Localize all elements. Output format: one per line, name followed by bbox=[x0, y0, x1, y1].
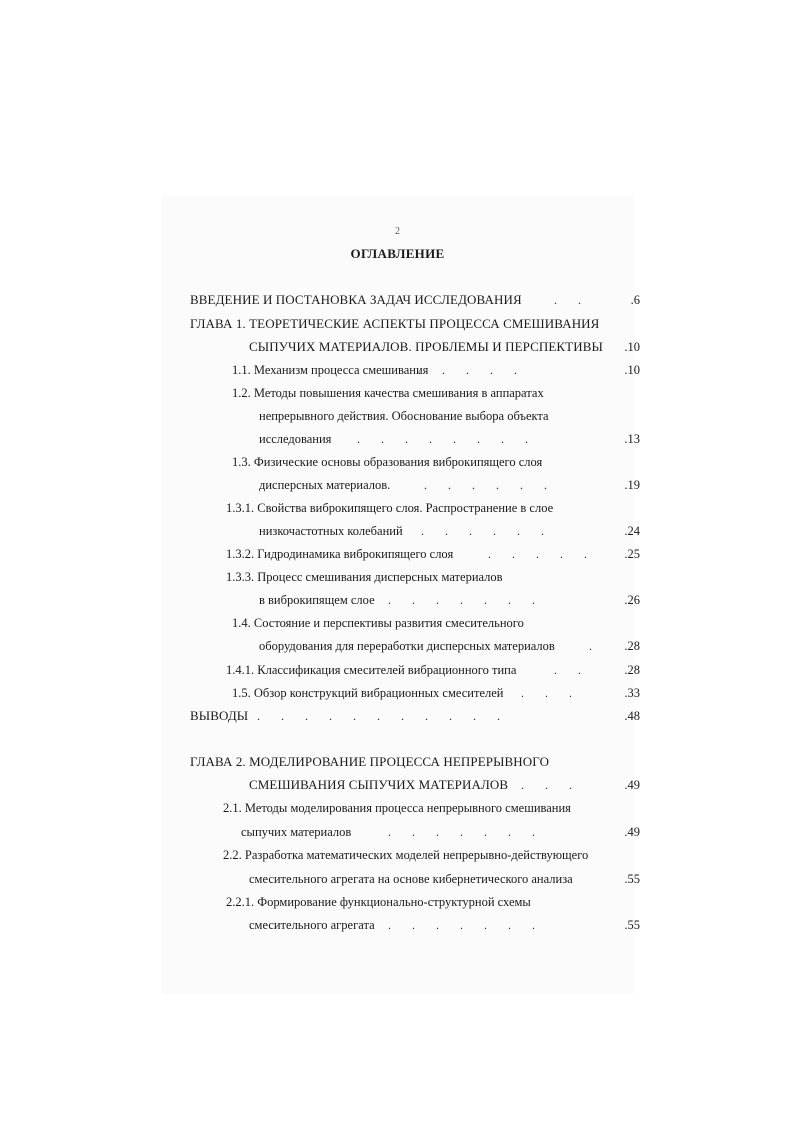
toc-entry-text: 1.3.1. Свойства виброкипящего слоя. Распространение в слое bbox=[226, 501, 554, 515]
toc-entry-text: ВВЕДЕНИЕ И ПОСТАНОВКА ЗАДАЧ ИССЛЕДОВАНИЯ bbox=[190, 292, 522, 307]
toc-entry-leader: . . . . . bbox=[488, 547, 587, 561]
toc-entry-text: ГЛАВА 1. ТЕОРЕТИЧЕСКИЕ АСПЕКТЫ ПРОЦЕССА СМЕШИВАНИЯ bbox=[190, 316, 600, 331]
toc-entry-page: .28 bbox=[624, 639, 640, 653]
toc-entry-page: .33 bbox=[624, 686, 640, 700]
toc-entry-text: ГЛАВА 2. МОДЕЛИРОВАНИЕ ПРОЦЕССА НЕПРЕРЫВНОГО bbox=[190, 754, 550, 769]
toc-entry-text: 1.2. Методы повышения качества смешивания в аппаратах bbox=[232, 386, 544, 400]
toc-entry-leader: . . . . . . . . . . . bbox=[257, 709, 500, 723]
toc-entry-page: .49 bbox=[624, 778, 640, 792]
toc-entry-text: 1.1. Механизм процесса смешивания bbox=[232, 363, 429, 377]
toc-entry-text: оборудования для переработки дисперсных материалов bbox=[259, 639, 555, 653]
toc-entry-leader: . . . . . . . . bbox=[357, 432, 528, 446]
toc-entry-text: 1.3. Физические основы образования виброкипящего слоя bbox=[232, 455, 543, 469]
toc-entry-page: .55 bbox=[624, 918, 640, 932]
toc-entry-text: 1.3.2. Гидродинамика виброкипящего слоя bbox=[226, 547, 454, 561]
toc-entry-page: .25 bbox=[624, 547, 640, 561]
toc-entry-leader: . . . . . . . bbox=[388, 825, 535, 839]
page-title: ОГЛАВЛЕНИЕ bbox=[350, 246, 445, 261]
toc-entry-page: .10 bbox=[624, 363, 640, 377]
toc-entry-text: смесительного агрегата на основе кибернетического анализа bbox=[249, 872, 573, 886]
toc-entry-text: 2.2. Разработка математических моделей непрерывно-действующего bbox=[223, 848, 589, 862]
toc-entry-text: 1.4. Состояние и перспективы развития смесительного bbox=[232, 616, 524, 630]
toc-entry-text: низкочастотных колебаний bbox=[259, 524, 403, 538]
page-number: 2 bbox=[395, 226, 400, 237]
toc-entry-leader: . . . bbox=[521, 686, 572, 700]
toc-entry-leader: . . . . . . . bbox=[388, 593, 535, 607]
toc-entry-page: .26 bbox=[624, 593, 640, 607]
toc-entry-leader: . . . . . . . bbox=[388, 918, 535, 932]
toc-entry-text: дисперсных материалов. bbox=[259, 478, 391, 492]
toc-entry-text: непрерывного действия. Обоснование выбора объекта bbox=[259, 409, 549, 423]
toc-entry-page: .10 bbox=[624, 340, 640, 354]
toc-entry-text: в виброкипящем слое bbox=[259, 593, 375, 607]
toc-entry-text: СЫПУЧИХ МАТЕРИАЛОВ. ПРОБЛЕМЫ И ПЕРСПЕКТИВЫ bbox=[249, 339, 603, 354]
toc-entry-page: .49 bbox=[624, 825, 640, 839]
toc-entry-text: ВЫВОДЫ bbox=[190, 708, 249, 723]
toc-entry-page: .48 bbox=[624, 709, 640, 723]
toc-entry-text: СМЕШИВАНИЯ СЫПУЧИХ МАТЕРИАЛОВ bbox=[249, 777, 509, 792]
toc-entry-leader: . . . . . bbox=[418, 363, 517, 377]
toc-entry-text: 2.1. Методы моделирования процесса непрерывного смешивания bbox=[223, 801, 571, 815]
toc-entry-text: 1.4.1. Классификация смесителей вибрационного типа bbox=[226, 663, 517, 677]
toc-entry-page: .55 bbox=[624, 872, 640, 886]
toc-entry-page: .24 bbox=[624, 524, 640, 538]
toc-entry-page: .13 bbox=[624, 432, 640, 446]
toc-entry-page: .6 bbox=[630, 293, 640, 307]
toc-entry-text: смесительного агрегата bbox=[249, 918, 375, 932]
toc-entry-page: .28 bbox=[624, 663, 640, 677]
toc-entry-text: исследования bbox=[259, 432, 332, 446]
toc-entry-page: .19 bbox=[624, 478, 640, 492]
toc-entry-leader: . . bbox=[554, 663, 581, 677]
toc-entry-text: 1.5. Обзор конструкций вибрационных смесителей bbox=[232, 686, 504, 700]
toc-entry-text: 1.3.3. Процесс смешивания дисперсных материалов bbox=[226, 570, 503, 584]
toc-entry-leader: . . . . . . bbox=[421, 524, 544, 538]
toc-entry-leader: . . bbox=[554, 293, 581, 307]
toc-entry-leader: . bbox=[589, 639, 592, 653]
toc-entry-text: сыпучих материалов bbox=[241, 825, 352, 839]
toc-entry-text: 2.2.1. Формирование функционально-структурной схемы bbox=[226, 895, 531, 909]
toc-entry-leader: . . . . . . bbox=[424, 478, 547, 492]
toc-entry-leader: . . . bbox=[521, 778, 572, 792]
